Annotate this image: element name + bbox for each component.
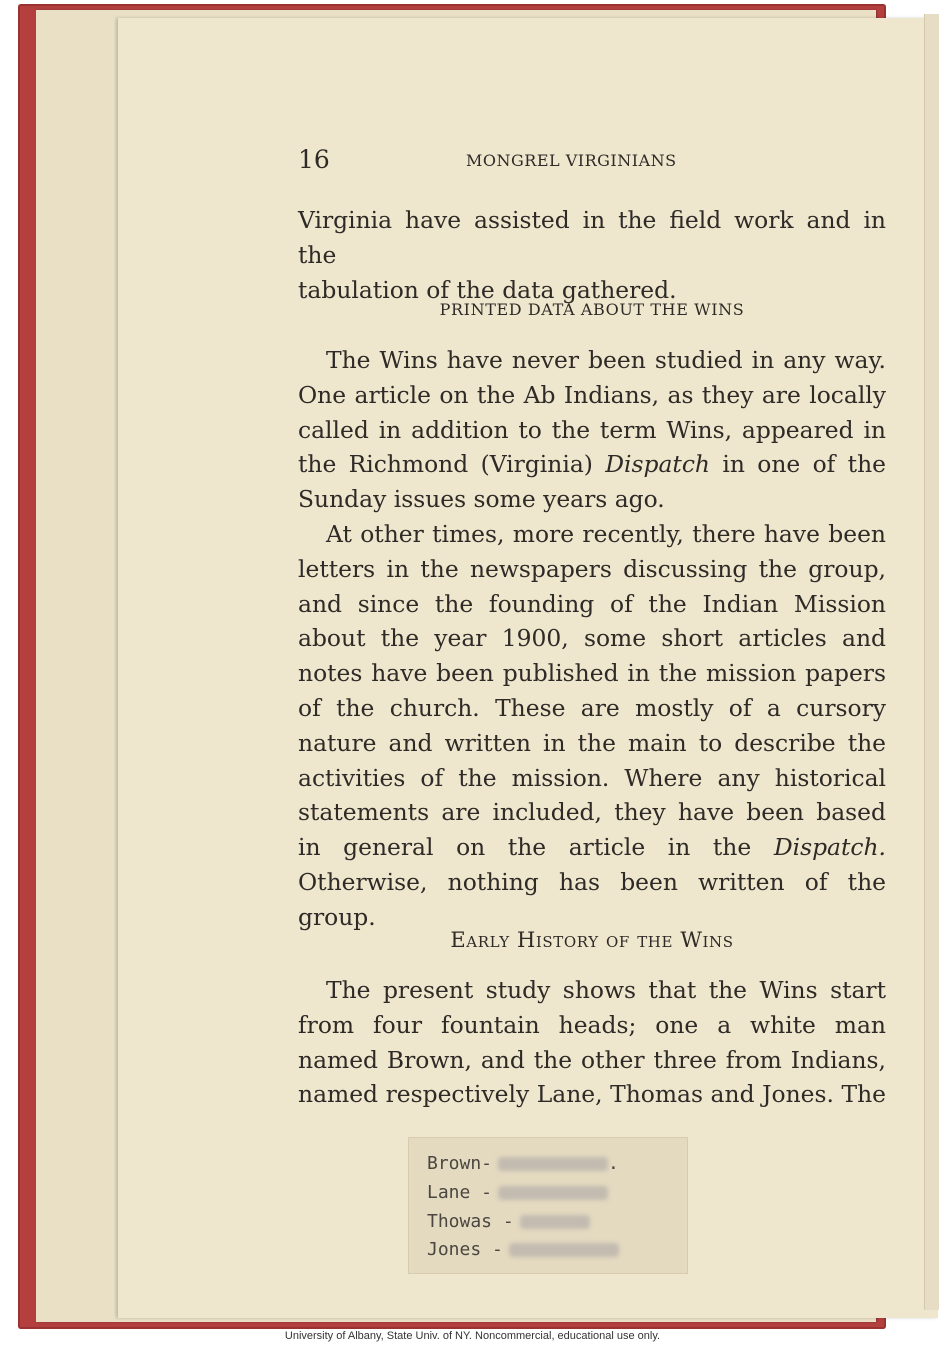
usage-footer: University of Albany, State Univ. of NY. Noncommercial, educational use only.	[284, 1330, 661, 1342]
book-title: MONGREL VIRGINIANS	[466, 151, 677, 170]
opening-line-2: tabulation of the data gathered.	[298, 275, 677, 304]
note-line-lane	[427, 1181, 608, 1205]
running-head	[298, 145, 888, 177]
typed-annotation-slip	[408, 1137, 688, 1274]
page-edge	[924, 14, 939, 1310]
paragraph-text: At other times, more recently, there have been letters in the newspapers discussing the group, and since the founding of the Indian Mission about the year 1900, some short articles and notes have been published in the mission papers of the church. These are mostly of a cursory nature and written in the main to describe the activities of the mission. Where any historical statements are included, they have been based in general on the article in the	[298, 519, 886, 862]
page-number: 16	[298, 145, 330, 174]
note-surname: Jones -	[427, 1239, 503, 1260]
paragraph-text: The Wins have never been studied in any way. One article on the Ab Indians, as they are locally called in addition to the term Wins, appeared in the Richmond (Virginia)	[298, 346, 886, 479]
opening-lines	[298, 203, 886, 307]
paragraph-other-times	[298, 517, 886, 935]
opening-line-1: Virginia have assisted in the field work and in the	[298, 206, 886, 269]
section-heading-printed-data: PRINTED DATA ABOUT THE WINS	[439, 300, 745, 319]
paragraph-text: Otherwise, nothing has been written of the group.	[298, 867, 886, 931]
note-surname: Brown-	[427, 1153, 493, 1174]
note-line-thomas	[427, 1210, 590, 1234]
note-period: .	[608, 1153, 619, 1174]
newspaper-title: Dispatch	[605, 450, 710, 479]
paragraph-present-study: The present study shows that the Wins start from four fountain heads; one a white man named Brown, and the other three from Indians, named respectively Lane, Thomas and Jones. The	[298, 976, 886, 1109]
redacted-text	[498, 1157, 608, 1171]
note-surname: Lane -	[427, 1182, 493, 1203]
section1-body	[298, 343, 886, 935]
redacted-text	[509, 1243, 619, 1257]
note-line-brown	[427, 1152, 619, 1176]
paragraph-text: in one of the Sunday issues some years ago.	[298, 450, 886, 514]
redacted-text	[498, 1186, 608, 1200]
redacted-text	[520, 1215, 590, 1229]
section-heading-early-history: Early History of the Wins	[450, 928, 734, 952]
note-surname: Thowas -	[427, 1211, 514, 1232]
newspaper-title: Dispatch.	[773, 833, 886, 862]
section2-body	[298, 973, 886, 1112]
paragraph-wins-never-studied	[298, 343, 886, 517]
note-line-jones	[427, 1238, 619, 1262]
